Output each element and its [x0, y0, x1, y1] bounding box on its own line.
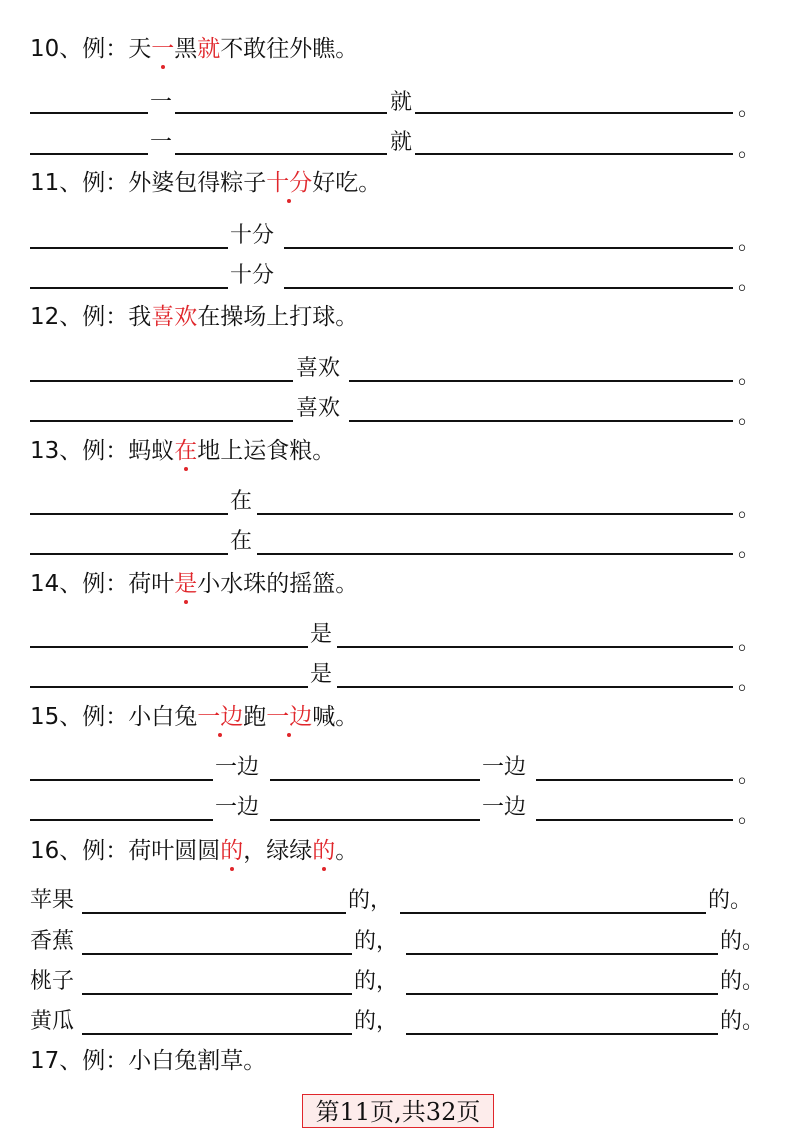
keyword: 一边	[215, 755, 260, 780]
answer-blank[interactable]	[284, 287, 733, 289]
answer-blank[interactable]	[175, 112, 387, 114]
fruit-label: 香蕉	[30, 929, 75, 954]
end-mark: 。	[738, 803, 761, 828]
keyword: 喜欢	[296, 356, 341, 381]
answer-blank[interactable]	[82, 953, 352, 955]
de-comma: 的，	[354, 929, 399, 954]
answer-blank[interactable]	[30, 112, 148, 114]
answer-blank[interactable]	[337, 646, 733, 648]
keyword: 十分	[230, 263, 275, 288]
keyword: 一	[150, 130, 173, 155]
de-comma: 的，	[354, 969, 399, 994]
answer-blank[interactable]	[30, 380, 293, 382]
answer-blank[interactable]	[406, 993, 718, 995]
answer-blank[interactable]	[30, 287, 228, 289]
answer-blank[interactable]	[536, 779, 733, 781]
de-comma: 的，	[354, 1009, 399, 1034]
answer-blank[interactable]	[270, 819, 480, 821]
keyword: 是	[310, 662, 333, 687]
keyword: 一边	[482, 755, 527, 780]
answer-blank[interactable]	[30, 686, 308, 688]
question-16-example: 16、例：荷叶圆圆的，绿绿的。	[30, 838, 359, 864]
page-number: 第11页,共32页	[302, 1094, 494, 1128]
answer-blank[interactable]	[406, 1033, 718, 1035]
de-period: 的。	[708, 888, 753, 913]
question-14-example: 14、例：荷叶是小水珠的摇篮。	[30, 571, 359, 597]
end-mark: 。	[738, 763, 761, 788]
de-comma: 的，	[348, 888, 393, 913]
end-mark: 。	[738, 364, 761, 389]
question-10-example: 10、例：天一黑就不敢往外瞧。	[30, 36, 359, 62]
answer-blank[interactable]	[30, 420, 293, 422]
answer-blank[interactable]	[270, 779, 480, 781]
end-mark: 。	[738, 630, 761, 655]
answer-blank[interactable]	[30, 646, 308, 648]
fruit-label: 黄瓜	[30, 1009, 75, 1034]
keyword: 一边	[482, 795, 527, 820]
answer-blank[interactable]	[284, 247, 733, 249]
end-mark: 。	[738, 137, 761, 162]
end-mark: 。	[738, 96, 761, 121]
de-period: 的。	[720, 929, 765, 954]
answer-blank[interactable]	[30, 553, 228, 555]
answer-blank[interactable]	[400, 912, 706, 914]
end-mark: 。	[738, 404, 761, 429]
end-mark: 。	[738, 230, 761, 255]
answer-blank[interactable]	[82, 1033, 352, 1035]
answer-blank[interactable]	[406, 953, 718, 955]
question-13-example: 13、例：蚂蚁在地上运食粮。	[30, 438, 336, 464]
keyword: 是	[310, 622, 333, 647]
keyword: 一	[150, 90, 173, 115]
fruit-label: 桃子	[30, 969, 75, 994]
keyword: 十分	[230, 223, 275, 248]
keyword: 在	[230, 489, 253, 514]
question-11-example: 11、例：外婆包得粽子十分好吃。	[30, 170, 382, 196]
keyword: 就	[390, 90, 413, 115]
question-12-example: 12、例：我喜欢在操场上打球。	[30, 304, 359, 330]
answer-blank[interactable]	[415, 153, 733, 155]
end-mark: 。	[738, 537, 761, 562]
de-period: 的。	[720, 1009, 765, 1034]
answer-blank[interactable]	[30, 513, 228, 515]
answer-blank[interactable]	[337, 686, 733, 688]
answer-blank[interactable]	[536, 819, 733, 821]
keyword: 在	[230, 529, 253, 554]
answer-blank[interactable]	[349, 380, 733, 382]
answer-blank[interactable]	[30, 779, 213, 781]
answer-blank[interactable]	[257, 513, 733, 515]
answer-blank[interactable]	[175, 153, 387, 155]
answer-blank[interactable]	[30, 819, 213, 821]
end-mark: 。	[738, 670, 761, 695]
answer-blank[interactable]	[82, 993, 352, 995]
answer-blank[interactable]	[257, 553, 733, 555]
question-17-example: 17、例：小白兔割草。	[30, 1048, 267, 1074]
fruit-label: 苹果	[30, 888, 75, 913]
keyword: 喜欢	[296, 396, 341, 421]
keyword: 一边	[215, 795, 260, 820]
end-mark: 。	[738, 270, 761, 295]
answer-blank[interactable]	[415, 112, 733, 114]
answer-blank[interactable]	[349, 420, 733, 422]
question-15-example: 15、例：小白兔一边跑一边喊。	[30, 704, 359, 730]
end-mark: 。	[738, 497, 761, 522]
de-period: 的。	[720, 969, 765, 994]
answer-blank[interactable]	[30, 247, 228, 249]
answer-blank[interactable]	[30, 153, 148, 155]
answer-blank[interactable]	[82, 912, 346, 914]
keyword: 就	[390, 130, 413, 155]
